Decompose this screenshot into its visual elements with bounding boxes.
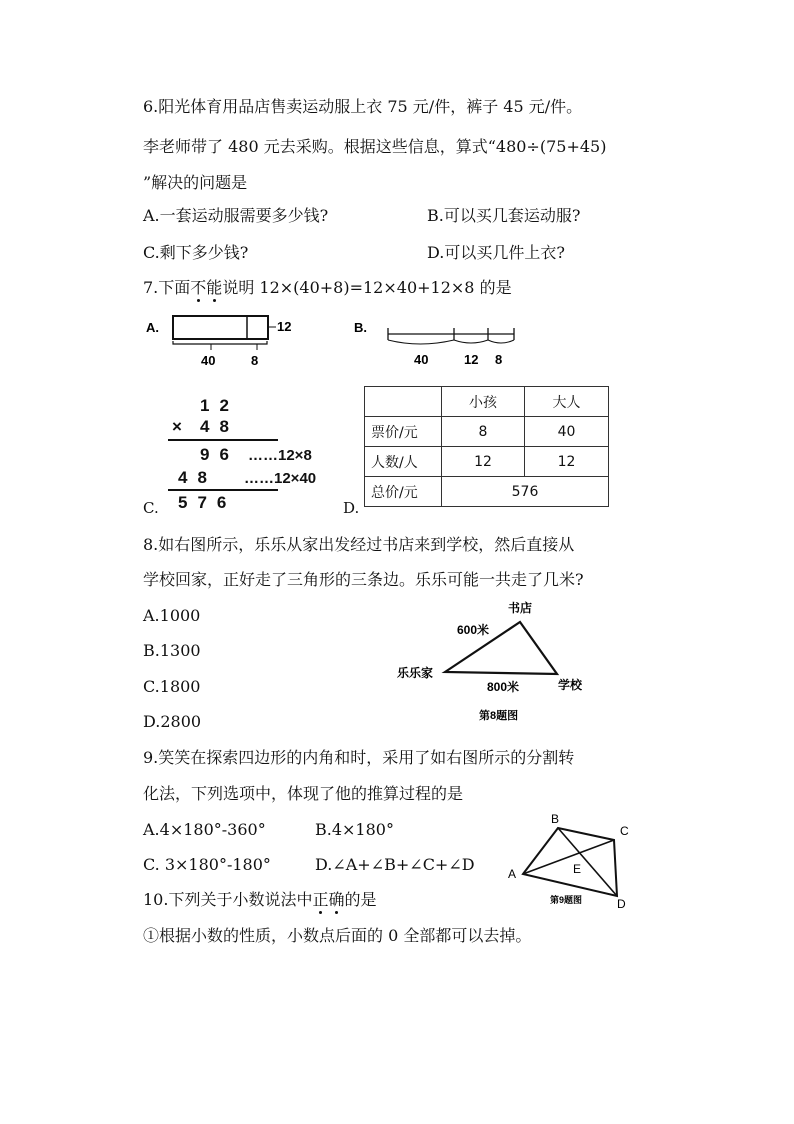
table-row [365, 417, 609, 447]
q8-label-side-left: 600米 [457, 623, 490, 637]
q7-figure-b-n1: 40 [414, 352, 429, 367]
table-row [365, 387, 609, 417]
table-cell: 8 [442, 417, 525, 447]
table-cell [365, 387, 442, 417]
table-cell: 大人 [525, 387, 609, 417]
q7-figure-a-label: A. [146, 320, 159, 335]
q7-figure-d-table [364, 386, 609, 507]
q9-label-e: E [573, 862, 582, 876]
q7-figure-b [350, 312, 530, 374]
q7-figure-a-bottom2: 8 [251, 353, 259, 368]
q8-option-b: B.1300 [143, 641, 201, 660]
q6-stem-line2: 李老师带了 480 元去采购。根据这些信息，算式“480÷(75+45) [143, 137, 607, 156]
q7-figure-c-row3: 96 [200, 445, 239, 464]
q7-figure-c-label: C. [143, 499, 159, 517]
q7-figure-a [143, 310, 313, 372]
q7-figure-a-bottom1: 40 [201, 353, 216, 368]
table-cell: 12 [525, 447, 609, 477]
table-cell: 576 [442, 477, 609, 507]
q7-figure-c-row1: 12 [200, 396, 239, 415]
q7-figure-c-times-sign: × [172, 417, 182, 436]
q8-stem-line2: 学校回家，正好走了三角形的三条边。乐乐可能一共走了几米? [143, 570, 584, 589]
q9-label-b: B [551, 812, 560, 826]
q6-option-c: C.剩下多少钱? [143, 243, 249, 262]
q7-figure-b-label: B. [354, 320, 367, 335]
q7-figure-d-label: D. [343, 499, 360, 517]
q7-figure-c [168, 396, 358, 516]
q8-figure-caption: 第8题图 [479, 710, 519, 722]
q9-figure-caption: 第9题图 [550, 895, 583, 905]
table-cell: 总价/元 [365, 477, 442, 507]
q9-option-b: B.4×180° [315, 820, 394, 839]
q8-label-school: 学校 [558, 678, 583, 692]
q7-figure-b-n2: 12 [464, 352, 479, 367]
q7-figure-c-row4-note: ……12×40 [244, 470, 317, 487]
q8-option-d: D.2800 [143, 712, 202, 731]
q9-label-a: A [508, 867, 517, 881]
q8-label-bookstore: 书店 [508, 601, 533, 615]
q6-stem-line1: 6.阳光体育用品店售卖运动服上衣 75 元/件，裤子 45 元/件。 [143, 97, 583, 116]
q6-option-a: A.一套运动服需要多少钱? [143, 206, 329, 225]
q10-item-1: ①根据小数的性质，小数点后面的 0 全部都可以去掉。 [143, 926, 532, 945]
q8-stem-line1: 8.如右图所示，乐乐从家出发经过书店来到学校，然后直接从 [143, 535, 575, 554]
q7-figure-a-side: 12 [277, 319, 292, 334]
q9-stem-line2: 化法，下列选项中，体现了他的推算过程的是 [143, 784, 464, 803]
q9-stem-line1: 9.笑笑在探索四边形的内角和时，采用了如右图所示的分割转 [143, 748, 575, 767]
q9-label-d: D [617, 897, 626, 911]
q10-stem: 10.下列关于小数说法中正确的是 [143, 890, 377, 909]
q9-option-c: C. 3×180°-180° [143, 855, 271, 874]
table-row [365, 477, 609, 507]
q7-figure-b-n3: 8 [495, 352, 503, 367]
q8-label-side-bottom: 800米 [487, 680, 520, 694]
q7-figure-c-row5: 576 [178, 493, 237, 512]
q6-option-d: D.可以买几件上衣? [427, 243, 565, 262]
q8-label-home: 乐乐家 [397, 666, 434, 680]
table-cell: 人数/人 [365, 447, 442, 477]
q7-stem: 7.下面不能说明 12×(40+8)=12×40+12×8 的是 [143, 278, 512, 297]
q7-figure-c-row2: 48 [200, 417, 239, 436]
q9-option-d: D.∠A+∠B+∠C+∠D [315, 855, 475, 874]
q8-option-c: C.1800 [143, 677, 201, 696]
table-cell: 12 [442, 447, 525, 477]
q7-figure-c-row3-note: ……12×8 [248, 447, 312, 464]
table-cell: 票价/元 [365, 417, 442, 447]
table-row [365, 447, 609, 477]
q8-option-a: A.1000 [143, 606, 201, 625]
q9-option-a: A.4×180°-360° [143, 820, 266, 839]
q9-quadrilateral-figure [500, 808, 640, 912]
table-cell: 40 [525, 417, 609, 447]
q8-triangle-figure [395, 597, 595, 727]
table-cell: 小孩 [442, 387, 525, 417]
q7-figure-c-row4: 48 [178, 468, 217, 487]
q6-option-b: B.可以买几套运动服? [427, 206, 581, 225]
q6-stem-line3: ”解决的问题是 [143, 173, 248, 192]
q9-label-c: C [620, 824, 629, 838]
